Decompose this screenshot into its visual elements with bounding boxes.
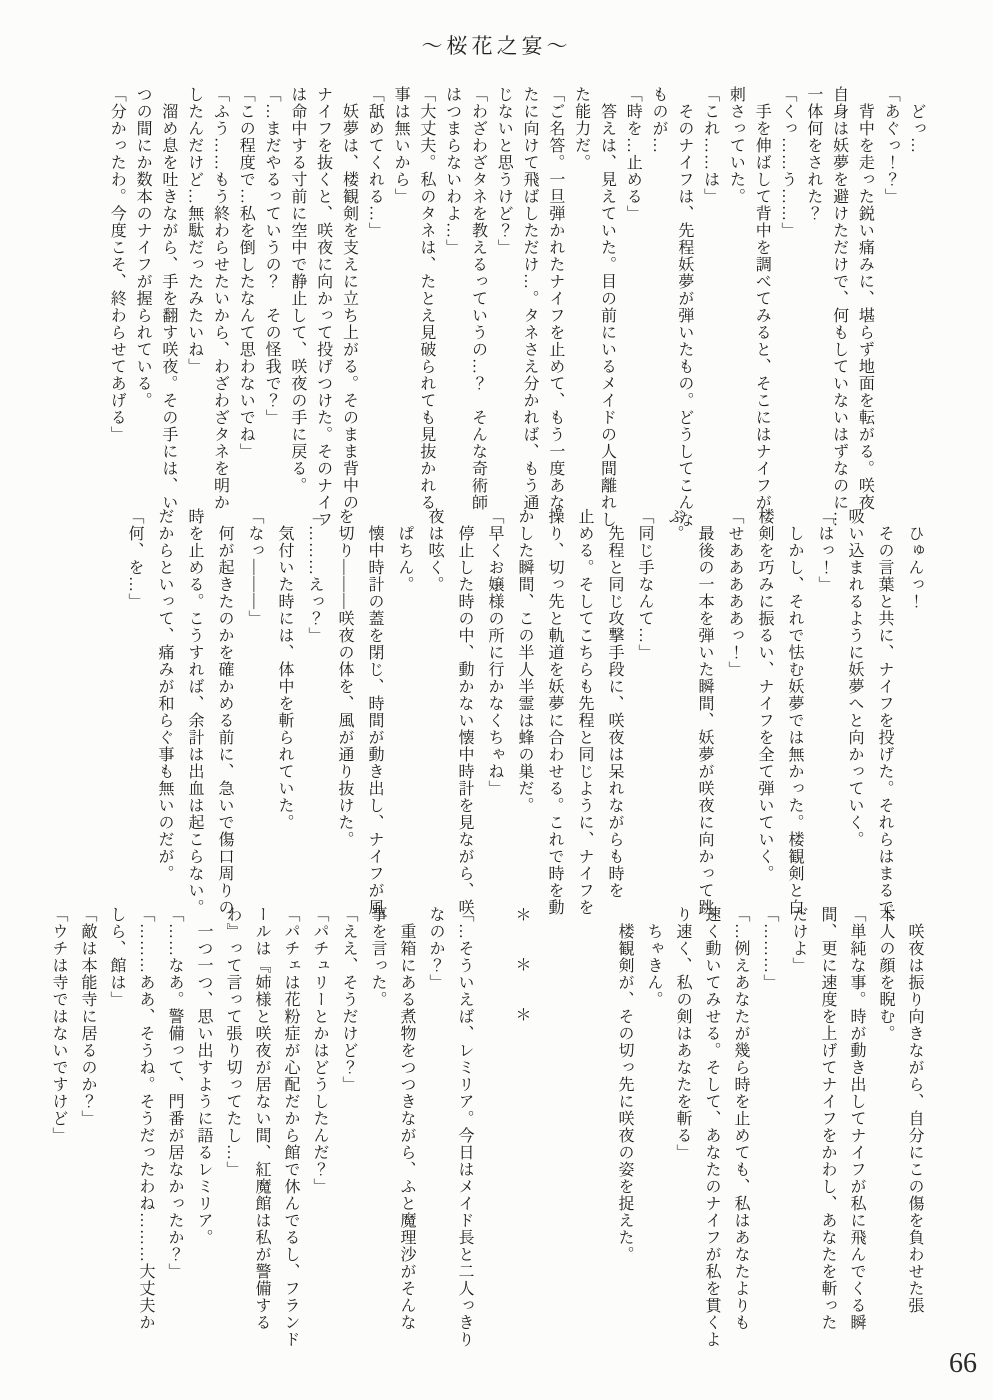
text-column: り速く、私の剣はあなたを斬る」 <box>674 906 691 1161</box>
text-column: 手を伸ばして背中を調べてみると、そこにはナイフが <box>753 86 771 511</box>
text-column: ものが… <box>650 86 668 154</box>
text-column: 止める。そしてこちらも先程と同じように、ナイフを <box>576 508 593 916</box>
text-column: 「はっ！」 <box>816 508 833 593</box>
text-column: 「ふう……もう終わらせたいから、わざわざタネを明か <box>211 86 229 511</box>
text-column: 「この程度で…私を倒したなんて思わないでね」 <box>237 86 255 460</box>
text-column: 背中を走った鋭い痛みに、堪らず地面を転がる。咲夜 <box>856 86 874 511</box>
text-column: 懐中時計の蓋を閉じ、時間が動き出し、ナイフが風 <box>366 508 383 916</box>
text-column: 「ご名答。一旦弾かれたナイフを止めて、もう一度あな <box>546 86 564 511</box>
text-column: 「パチュリーとかはどうしたんだ？」 <box>311 906 328 1195</box>
text-column: だけよ」 <box>790 906 807 974</box>
text-column: どっ… <box>908 86 925 154</box>
text-column: 停止した時の中、動かない懐中時計を見ながら、咲 <box>456 508 473 916</box>
text-column: ールは『姉様と咲夜が居ない間、紅魔館は私が警備する <box>253 906 270 1331</box>
text-column: 一つ一つ、思い出すように語るレミリア。 <box>195 906 212 1246</box>
text-column: 「敵は本能寺に居るのか？」 <box>79 906 96 1127</box>
text-column: 「………ああ、そうね。そうだったわね………大丈夫か <box>137 906 154 1331</box>
text-column: 「……なあ。警備って、門番が居なかったか？」 <box>166 906 183 1280</box>
text-column: ぶ。 <box>666 508 683 542</box>
text-column: 何が起きたのかを確かめる前に、急いで傷口周りの <box>216 508 233 916</box>
text-column: その言葉と共に、ナイフを投げた。それらはまるで、 <box>876 508 893 933</box>
text-column: 夜は呟く。 <box>426 508 443 593</box>
text-block-middle <box>119 508 929 933</box>
section-separator: ＊＊＊ <box>513 906 530 1056</box>
text-column: た能力だ。 <box>572 86 590 171</box>
text-column: 咲夜は振り向きながら、自分にこの傷を負わせた張 <box>906 906 923 1314</box>
text-column: 妖夢は、楼観剣を支えに立ち上がる。そのまま背中の <box>340 86 358 511</box>
text-column: 一体何をされた？ <box>804 86 822 222</box>
text-column: ナイフを抜くと、咲夜に向かって投げつけた。そのナイフ <box>314 86 332 528</box>
page-title: ～桜花之宴～ <box>421 34 572 58</box>
text-column: 溜め息を吐きながら、手を翻す咲夜。その手には、い <box>159 86 177 511</box>
text-column: つの間にか数本のナイフが握られている。 <box>134 86 152 409</box>
text-column: 時を止める。こうすれば、余計は出血は起こらない。 <box>186 508 203 916</box>
text-column: 事を言った。 <box>369 906 386 1008</box>
text-column: 「何、を…」 <box>126 508 143 610</box>
text-column: 「ええ、そうだけど？」 <box>340 906 357 1093</box>
text-column: 「時を…止める」 <box>624 86 642 222</box>
text-column: しかし、それで怯む妖夢では無かった。楼観剣と白 <box>786 508 803 916</box>
text-column: 自身は妖夢を避けただけで、何もしていないはずなのに… <box>830 86 848 528</box>
text-column: 本人の顔を睨む。 <box>877 906 894 1042</box>
text-column: 先程と同じ攻撃手段に、咲夜は呆れながらも時を <box>606 508 623 899</box>
text-column: ぱちん。 <box>396 508 413 593</box>
text-column: そのナイフは、先程妖夢が弾いたもの。どうしてこんな <box>675 86 693 528</box>
text-column: 「…まだやるっていうの？ その怪我で？」 <box>263 86 281 426</box>
text-block-bottom <box>44 906 929 1351</box>
text-column: しら、館は」 <box>108 906 125 1008</box>
text-column: 「…例えあなたが幾ら時を止めても、私はあなたよりも <box>732 906 749 1331</box>
text-column: 答えは、見えていた。目の前にいるメイドの人間離れし <box>598 86 616 528</box>
text-column: 速く動いてみせる。そして、あなたのナイフが私を貫くよ <box>703 906 720 1348</box>
text-column: 「これ……は」 <box>701 86 719 205</box>
text-column: 間、更に速度を上げてナイフをかわし、あなたを斬った <box>819 906 836 1331</box>
text-column: 「わざわざタネを教えるっていうの…？ そんな奇術師 <box>469 86 487 511</box>
text-column: 操り、切っ先と軌道を妖夢に合わせる。これで時を動 <box>546 508 563 916</box>
text-column: 「なっ―――」 <box>246 508 263 627</box>
text-column: 「早くお嬢様の所に行かなくちゃね」 <box>486 508 503 797</box>
text-column: 「単純な事。時が動き出してナイフが私に飛んでくる瞬 <box>848 906 865 1331</box>
text-column: 「分かったわ。今度こそ、終わらせてあげる」 <box>108 86 126 443</box>
text-column: を切り―――咲夜の体を、風が通り抜けた。 <box>336 508 353 848</box>
text-column: 「あぐっ！？」 <box>882 86 900 205</box>
text-column: 最後の一本を弾いた瞬間、妖夢が咲夜に向かって跳 <box>696 508 713 916</box>
text-column: 気付いた時には、体中を斬られていた。 <box>276 508 293 831</box>
text-column: だからといって、痛みが和らぐ事も無いのだが。 <box>156 508 173 882</box>
text-block-top <box>104 86 930 528</box>
text-column: 「大丈夫。私のタネは、たとえ見破られても見抜かれる <box>417 86 435 511</box>
page-number: 66 <box>949 1348 977 1379</box>
text-column: かした瞬間、この半人半霊は蜂の巣だ。 <box>516 508 533 814</box>
text-column: 刺さっていた。 <box>727 86 745 205</box>
text-column: 「同じ手なんて…」 <box>636 508 653 661</box>
text-column: ひゅんっ！ <box>906 508 923 610</box>
text-column: 楼観剣が、その切っ先に咲夜の姿を捉えた。 <box>616 906 633 1263</box>
text-column: 「………えっ？」 <box>306 508 323 644</box>
text-column: 「くっ……う……」 <box>779 86 797 239</box>
text-column: 吸い込まれるように妖夢へと向かっていく。 <box>846 508 863 848</box>
text-column: は命中する寸前に空中で静止して、咲夜の手に戻る。 <box>288 86 306 494</box>
text-column: なのか？」 <box>427 906 444 991</box>
text-column: たに向けて飛ばしただけ…。タネさえ分かれば、もう通 <box>521 86 539 511</box>
text-column: したんだけど…無駄だったみたいね」 <box>185 86 203 375</box>
text-column: ちゃきん。 <box>645 906 662 1008</box>
text-column: 重箱にある煮物をつつきながら、ふと魔理沙がそんな <box>398 906 415 1331</box>
text-column: はつまらないわよ…」 <box>443 86 461 256</box>
text-column: 「…そういえば、レミリア。今日はメイド長と二人っきり <box>456 906 473 1348</box>
text-column: 「パチェは花粉症が心配だから館で休んでるし、フランド <box>282 906 299 1348</box>
text-column: 「ウチは寺ではないですけど」 <box>50 906 67 1144</box>
text-column: 「舐めてくれる…」 <box>366 86 384 239</box>
text-column: 楼剣を巧みに振るい、ナイフを全て弾いていく。 <box>756 508 773 882</box>
text-column: 「せあああああっ！」 <box>726 508 743 678</box>
text-column: 「………」 <box>761 906 778 991</box>
text-column: 事は無いから」 <box>392 86 410 205</box>
text-column: わ』って言って張り切ってたし…」 <box>224 906 241 1178</box>
text-column: じないと思うけど？」 <box>495 86 513 256</box>
